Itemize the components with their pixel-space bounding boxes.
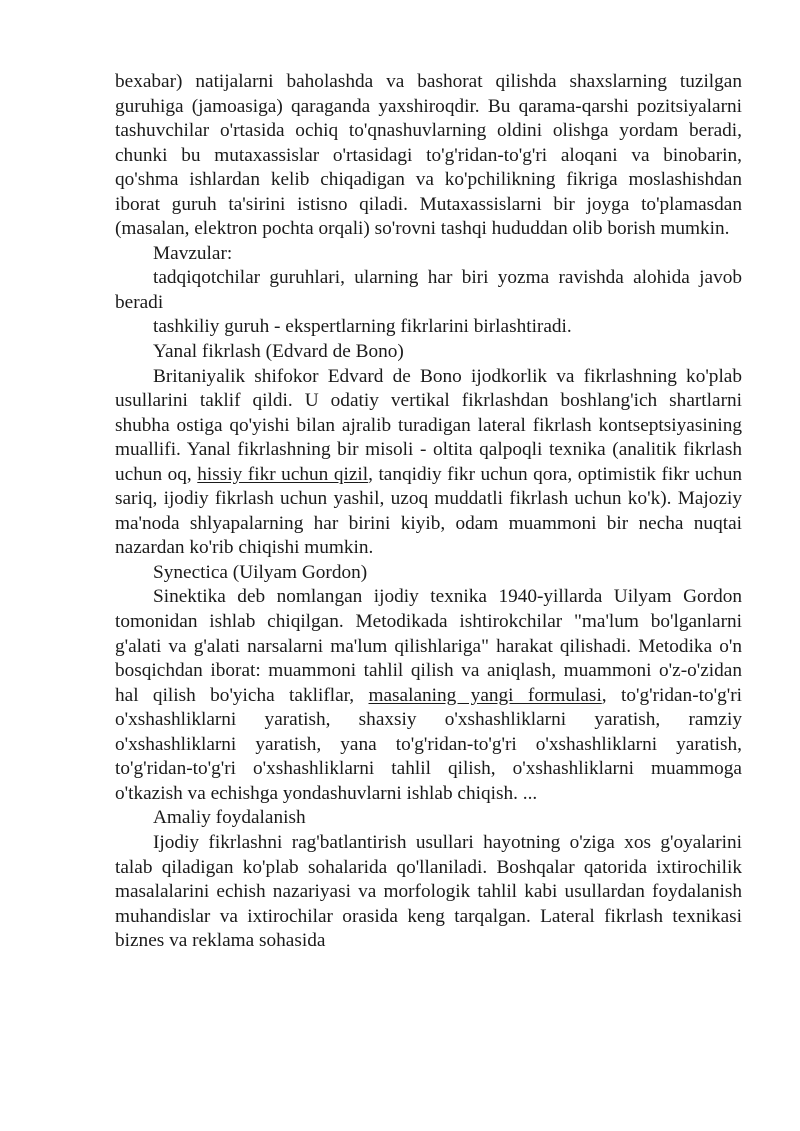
paragraph-text: , tanqidiy fikr uchun qora, optimistik fikr uchun sariq, ijodiy fikrlash uchun yashil, uzoq muddatli fikrlash uchun ko'k). Majoziy ma'noda shlyapalarning har birini kiyib, odam muammoni bir necha nuqtai nazardan ko'rib chiqishi mumkin. xyxy=(115,463,742,559)
underlined-link-emotional-red[interactable]: hissiy fikr uchun qizil xyxy=(197,463,369,485)
underlined-link-new-formula[interactable]: masalaning yangi formulasi xyxy=(368,684,602,706)
topics-heading: Mavzular: xyxy=(153,242,233,264)
section-heading-synectics: Synectica (Uilyam Gordon) xyxy=(153,561,368,583)
section-heading-practical-use: Amaliy foydalanish xyxy=(153,807,306,829)
paragraph-practical-use: Ijodiy fikrlashni rag'batlantirish usullari hayotning o'ziga xos g'oyalarini talab qiladigan ko'plab sohalarida qo'llaniladi. Boshqalar qatorida ixtirochilik masalalarini echish nazariyasi va morfologik tahlil kabi usullardan foydalanish muhandislar va ixtirochilar orasida keng tarqalgan. Lateral fikrlash texnikasi biznes va reklama sohasida xyxy=(115,831,742,952)
topic-item-researchers: tadqiqotchilar guruhlari, ularning har biri yozma ravishda alohida javob beradi xyxy=(115,267,742,313)
topic-item-organizing-group: tashkiliy guruh - ekspertlarning fikrlarini birlashtiradi. xyxy=(153,316,572,338)
paragraph-text: , to'g'ridan-to'g'ri o'xshashliklarni yaratish, shaxsiy o'xshashliklarni yaratish, ramziy o'xshashliklarni yaratish, yana to'g'ridan-to'g'ri o'xshashliklarni yaratish, to'g'ridan-to'g'ri o'xshashliklarni tahlil qilish, o'xshashliklarni muammoga o'tkazish va echishga yondashuvlarni ishlab chiqish. ... xyxy=(115,684,742,804)
document-page xyxy=(115,70,742,954)
paragraph-text: Sinektika deb nomlangan ijodiy texnika 1940-yillarda Uilyam Gordon tomonidan ishlab chiqilgan. Metodikada ishtirokchilar "ma'lum bo'lganlarni g'alati va g'alati narsalarni ma'lum qilishlariga" harakat qilishadi. Metodika o'n bosqichdan iborat: muammoni tahlil qilish va aniqlash, muammoni o'z-o'zidan hal qilish bo'yicha takliflar, xyxy=(115,586,742,706)
paragraph-continuation: bexabar) natijalarni baholashda va bashorat qilishda shaxslarning tuzilgan guruhiga (jamoasiga) qaraganda yaxshiroqdir. Bu qarama-qarshi pozitsiyalarni tashuvchilar o'rtasida ochiq to'qnashuvlarning oldini olishga yordam beradi, chunki bu mutaxassislar o'rtasidagi to'g'ridan-to'g'ri aloqani va binobarin, qo'shma ishlardan kelib chiqadigan va ko'pchilikning fikriga moslashishdan iborat guruh ta'sirini istisno qiladi. Mutaxassislarni bir joyga to'plamasdan (masalan, elektron pochta orqali) so'rovni tashqi hududdan olib borish mumkin. xyxy=(115,71,742,240)
paragraph-text: Britaniyalik shifokor Edvard de Bono ijodkorlik va fikrlashning ko'plab usullarini taklif qildi. U odatiy vertikal fikrlashdan boshlang'ich shartlarni shubha ostiga qo'yishi bilan ajralib turadigan lateral fikrlash kontseptsiyasining muallifi. Yanal fikrlashning bir misoli - oltita qalpoqli texnika (analitik fikrlash uchun oq, xyxy=(115,365,742,485)
paragraph-de-bono xyxy=(115,365,742,561)
paragraph-synectics xyxy=(115,585,742,806)
section-heading-lateral-thinking: Yanal fikrlash (Edvard de Bono) xyxy=(153,341,404,363)
